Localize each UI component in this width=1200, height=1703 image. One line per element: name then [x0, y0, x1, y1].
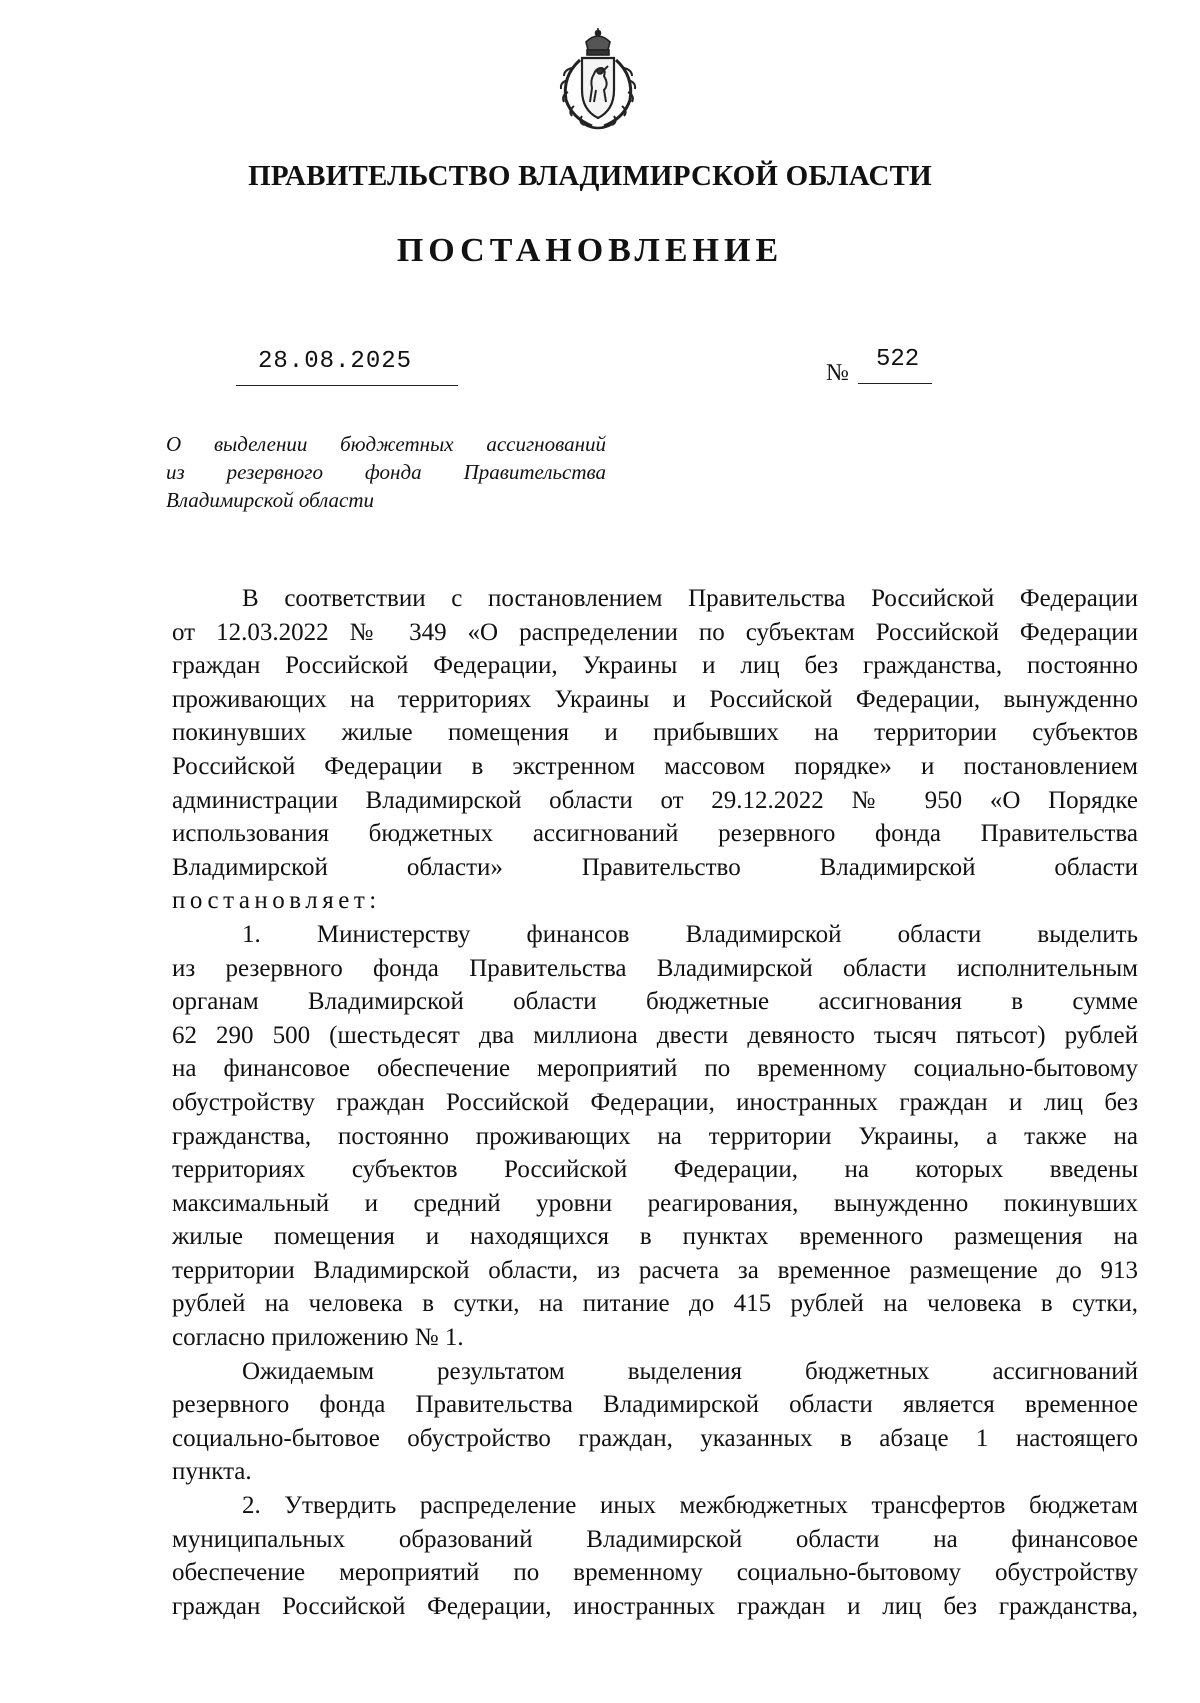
body-line: Ожидаемым результатом выделения бюджетных ассигнований	[242, 1357, 1138, 1385]
subject-line: О выделении бюджетных ассигнований	[166, 432, 606, 456]
body-line: гражданства, постоянно проживающих на территории Украины, а также на	[172, 1122, 1138, 1150]
body-line: 1. Министерству финансов Владимирской области выделить	[242, 920, 1138, 948]
document-body	[172, 582, 1138, 1623]
number-sign: №	[826, 360, 849, 386]
body-line: на финансовое обеспечение мероприятий по временному социально-бытовому	[172, 1055, 1138, 1083]
body-line: проживающих на территориях Украины и Российской Федерации, вынужденно	[172, 685, 1138, 713]
subject-line: Владимирской области	[166, 488, 375, 512]
date-underline	[236, 385, 458, 386]
body-line: Владимирской области» Правительство Владимирской области	[172, 853, 1138, 881]
body-line: максимальный и средний уровни реагирования, вынужденно покинувших	[172, 1189, 1138, 1217]
body-line: администрации Владимирской области от 29.12.2022 № 950 «О Порядке	[172, 786, 1138, 814]
body-line: обеспечение мероприятий по временному социально-бытовому обустройству	[172, 1559, 1138, 1587]
body-line: 62 290 500 (шестьдесят два миллиона двести девяносто тысяч пятьсот) рублей	[172, 1021, 1138, 1049]
body-line: пункта.	[172, 1458, 252, 1486]
body-line: муниципальных образований Владимирской области на финансовое	[172, 1525, 1138, 1553]
number-underline	[858, 383, 932, 384]
body-line: 2. Утвердить распределение иных межбюджетных трансфертов бюджетам	[242, 1492, 1138, 1520]
body-line: покинувших жилые помещения и прибывших на территории субъектов	[172, 719, 1138, 747]
body-line: использования бюджетных ассигнований резервного фонда Правительства	[172, 820, 1138, 848]
document-type-title: ПОСТАНОВЛЕНИЕ	[396, 232, 784, 269]
body-line: резервного фонда Правительства Владимирской области является временное	[172, 1391, 1138, 1419]
body-line: рублей на человека в сутки, на питание до 415 рублей на человека в сутки,	[172, 1290, 1138, 1318]
subject-line: из резервного фонда Правительства	[166, 460, 606, 484]
document-date: 28.08.2025	[258, 348, 413, 375]
body-line: Российской Федерации в экстренном массовом порядке» и постановлением	[172, 752, 1138, 780]
document-subject	[166, 430, 606, 514]
body-line: территориях субъектов Российской Федерации, на которых введены	[172, 1156, 1138, 1184]
body-line: постановляет:	[172, 887, 381, 915]
body-line: граждан Российской Федерации, иностранных граждан и лиц без гражданства,	[172, 1592, 1138, 1620]
document-number: 522	[876, 346, 920, 373]
body-line: социально-бытовое обустройство граждан, указанных в абзаце 1 настоящего	[172, 1424, 1138, 1452]
body-line: из резервного фонда Правительства Владимирской области исполнительным	[172, 954, 1138, 982]
organization-title: ПРАВИТЕЛЬСТВО ВЛАДИМИРСКОЙ ОБЛАСТИ	[248, 160, 932, 192]
body-line: органам Владимирской области бюджетные ассигнования в сумме	[172, 988, 1138, 1016]
body-line: обустройству граждан Российской Федерации, иностранных граждан и лиц без	[172, 1088, 1138, 1116]
coat-of-arms-icon	[550, 28, 646, 134]
body-line: граждан Российской Федерации, Украины и лиц без гражданства, постоянно	[172, 652, 1138, 680]
body-line: территории Владимирской области, из расчета за временное размещение до 913	[172, 1256, 1138, 1284]
body-line: В соответствии с постановлением Правительства Российской Федерации	[242, 585, 1138, 612]
body-line: жилые помещения и находящихся в пунктах временного размещения на	[172, 1223, 1138, 1251]
body-line: согласно приложению № 1.	[172, 1324, 464, 1352]
body-line: от 12.03.2022 № 349 «О распределении по субъектам Российской Федерации	[172, 618, 1138, 646]
